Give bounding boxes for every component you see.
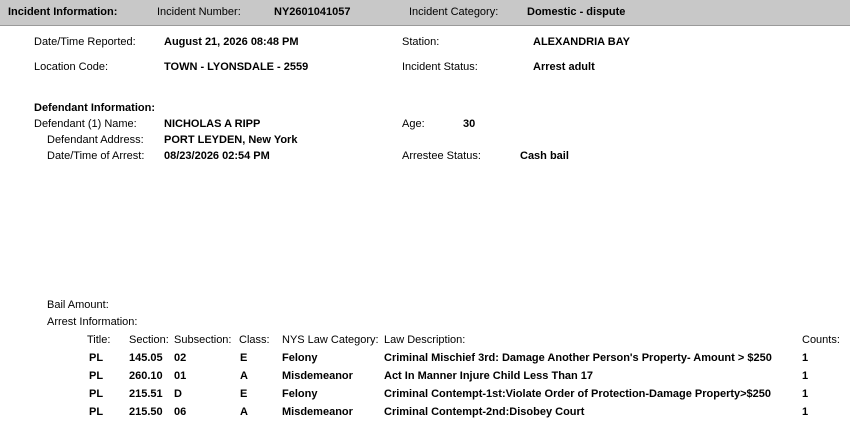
age-value: 30 <box>463 118 476 130</box>
charge-description: Criminal Mischief 3rd: Damage Another Person's Property- Amount > $250 <box>384 352 772 364</box>
station-value: ALEXANDRIA BAY <box>533 36 630 48</box>
defendant-name-value: NICHOLAS A RIPP <box>164 118 261 130</box>
incident-status-label: Incident Status: <box>402 61 478 73</box>
date-reported-value: August 21, 2026 08:48 PM <box>164 36 299 48</box>
charge-section: 260.10 <box>129 370 163 382</box>
charge-counts: 1 <box>802 406 809 418</box>
charge-class: E <box>240 352 248 364</box>
arrest-datetime-value: 08/23/2026 02:54 PM <box>164 150 270 162</box>
defendant-info-heading: Defendant Information: <box>34 102 155 114</box>
charge-counts: 1 <box>802 388 809 400</box>
arrest-info-label: Arrest Information: <box>47 316 138 328</box>
charge-description: Criminal Contempt-1st:Violate Order of Protection-Damage Property>$250 <box>384 388 772 400</box>
charge-title: PL <box>89 352 104 364</box>
defendant-name-label: Defendant (1) Name: <box>34 118 137 130</box>
charge-description: Criminal Contempt-2nd:Disobey Court <box>384 406 585 418</box>
charge-category: Felony <box>282 388 318 400</box>
charge-section: 215.50 <box>129 406 163 418</box>
incident-category-value: Domestic - dispute <box>527 6 626 18</box>
charge-class: A <box>240 406 248 418</box>
arrestee-status-value: Cash bail <box>520 150 569 162</box>
charge-counts: 1 <box>802 370 809 382</box>
defendant-address-label: Defendant Address: <box>47 134 144 146</box>
incident-number-value: NY2601041057 <box>274 6 351 18</box>
location-code-label: Location Code: <box>34 61 108 73</box>
col-header-category: NYS Law Category: <box>282 334 379 346</box>
incident-number-label: Incident Number: <box>157 6 241 18</box>
col-header-class: Class: <box>239 334 270 346</box>
col-header-subsection: Subsection: <box>174 334 232 346</box>
charge-subsection: 02 <box>174 352 187 364</box>
arrest-datetime-label: Date/Time of Arrest: <box>47 150 145 162</box>
charge-category: Misdemeanor <box>282 370 353 382</box>
charge-subsection: D <box>174 388 182 400</box>
incident-status-value: Arrest adult <box>533 61 595 73</box>
station-label: Station: <box>402 36 440 48</box>
col-header-description: Law Description: <box>384 334 466 346</box>
charge-subsection: 01 <box>174 370 187 382</box>
col-header-section: Section: <box>129 334 169 346</box>
col-header-title: Title: <box>87 334 111 346</box>
charge-class: A <box>240 370 248 382</box>
charge-category: Felony <box>282 352 318 364</box>
arrestee-status-label: Arrestee Status: <box>402 150 481 162</box>
date-reported-label: Date/Time Reported: <box>34 36 136 48</box>
charge-description: Act In Manner Injure Child Less Than 17 <box>384 370 594 382</box>
incident-category-label: Incident Category: <box>409 6 499 18</box>
incident-info-heading: Incident Information: <box>8 6 118 18</box>
charge-title: PL <box>89 370 104 382</box>
bail-amount-label: Bail Amount: <box>47 299 109 311</box>
charge-section: 215.51 <box>129 388 163 400</box>
defendant-address-value: PORT LEYDEN, New York <box>164 134 298 146</box>
charge-section: 145.05 <box>129 352 163 364</box>
location-code-value: TOWN - LYONSDALE - 2559 <box>164 61 309 73</box>
charge-class: E <box>240 388 248 400</box>
age-label: Age: <box>402 118 425 130</box>
charge-category: Misdemeanor <box>282 406 353 418</box>
charge-subsection: 06 <box>174 406 187 418</box>
charge-title: PL <box>89 406 104 418</box>
col-header-counts: Counts: <box>802 334 840 346</box>
charge-title: PL <box>89 388 104 400</box>
charge-counts: 1 <box>802 352 809 364</box>
header-divider <box>0 25 850 26</box>
